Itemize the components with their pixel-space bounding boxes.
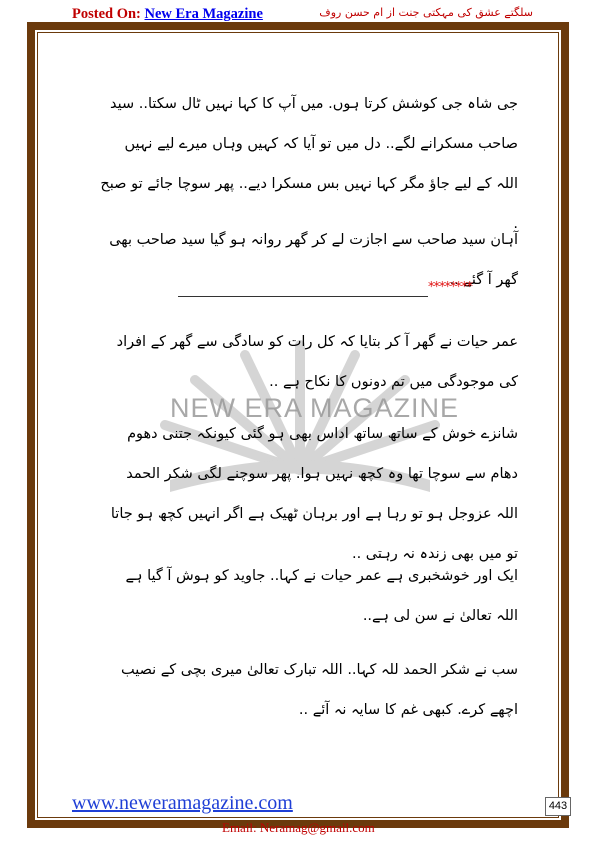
paragraph-5: ایک اور خوشخبری ہے عمر حیات نے کہا.. جاوید کو ہوش آ گیا ہے اللہ تعالیٰ نے سن لی ہے.. bbox=[125, 568, 518, 624]
separator-stars: ******** bbox=[428, 280, 472, 295]
magazine-link[interactable]: New Era Magazine bbox=[144, 6, 263, 22]
footer-email: Email: Neramag@gmail.com bbox=[222, 820, 375, 835]
paragraph-3: عمر حیات نے گھر آ کر بتایا کہ کل رات کو سادگی سے گھر کے افراد کی موجودگی میں تم دونوں کا نکاح ہے .. bbox=[116, 334, 518, 390]
page-number: 443 bbox=[545, 797, 571, 816]
paragraph-1: جی شاہ جی کوشش کرتا ہوں. میں آپ کا کہا نہیں ٹال سکتا.. سید صاحب مسکرانے لگے.. دل میں تو آیا کہ کہیں وہاں میرے لیے نہیں اللہ کے لیے جاؤ مگر کہا نہیں بس مسکرا دیے.. پھر سوچا جائے تو صبح . bbox=[100, 96, 518, 232]
novel-title: سلگتے عشق کی مہکتی جنت از ام حسن روف bbox=[319, 6, 533, 19]
posted-on-header bbox=[72, 6, 263, 23]
posted-on-label: Posted On: bbox=[72, 6, 141, 22]
paragraph-4: شانزے خوش کے ساتھ ساتھ اداس بھی ہو گئی کیونکہ جتنی دھوم دھام سے سوچا تھا وہ کچھ نہیں ہوا. پھر سوچنے لگی شکر الحمد اللہ عزوجل ہو تو رہا ہے اور برہان ٹھیک ہے اگر انہیں کچھ ہو جاتا تو میں بھی زندہ نہ رہتی .. bbox=[110, 426, 518, 562]
watermark-text: NEW ERA MAGAZINE bbox=[170, 393, 460, 423]
paragraph-6: سب نے شکر الحمد للہ کہا.. اللہ تبارک تعالیٰ میری بچی کے نصیب اچھے کرے. کبھی غم کا سایہ نہ آئے .. bbox=[120, 662, 518, 718]
footer-website-link[interactable]: www.neweramagazine.com bbox=[72, 792, 293, 814]
paragraph-2: آہان سید صاحب سے اجازت لے کر گھر روانہ ہو گیا سید صاحب بھی گھر آ گئے .. bbox=[109, 232, 518, 288]
separator-line bbox=[178, 296, 428, 297]
